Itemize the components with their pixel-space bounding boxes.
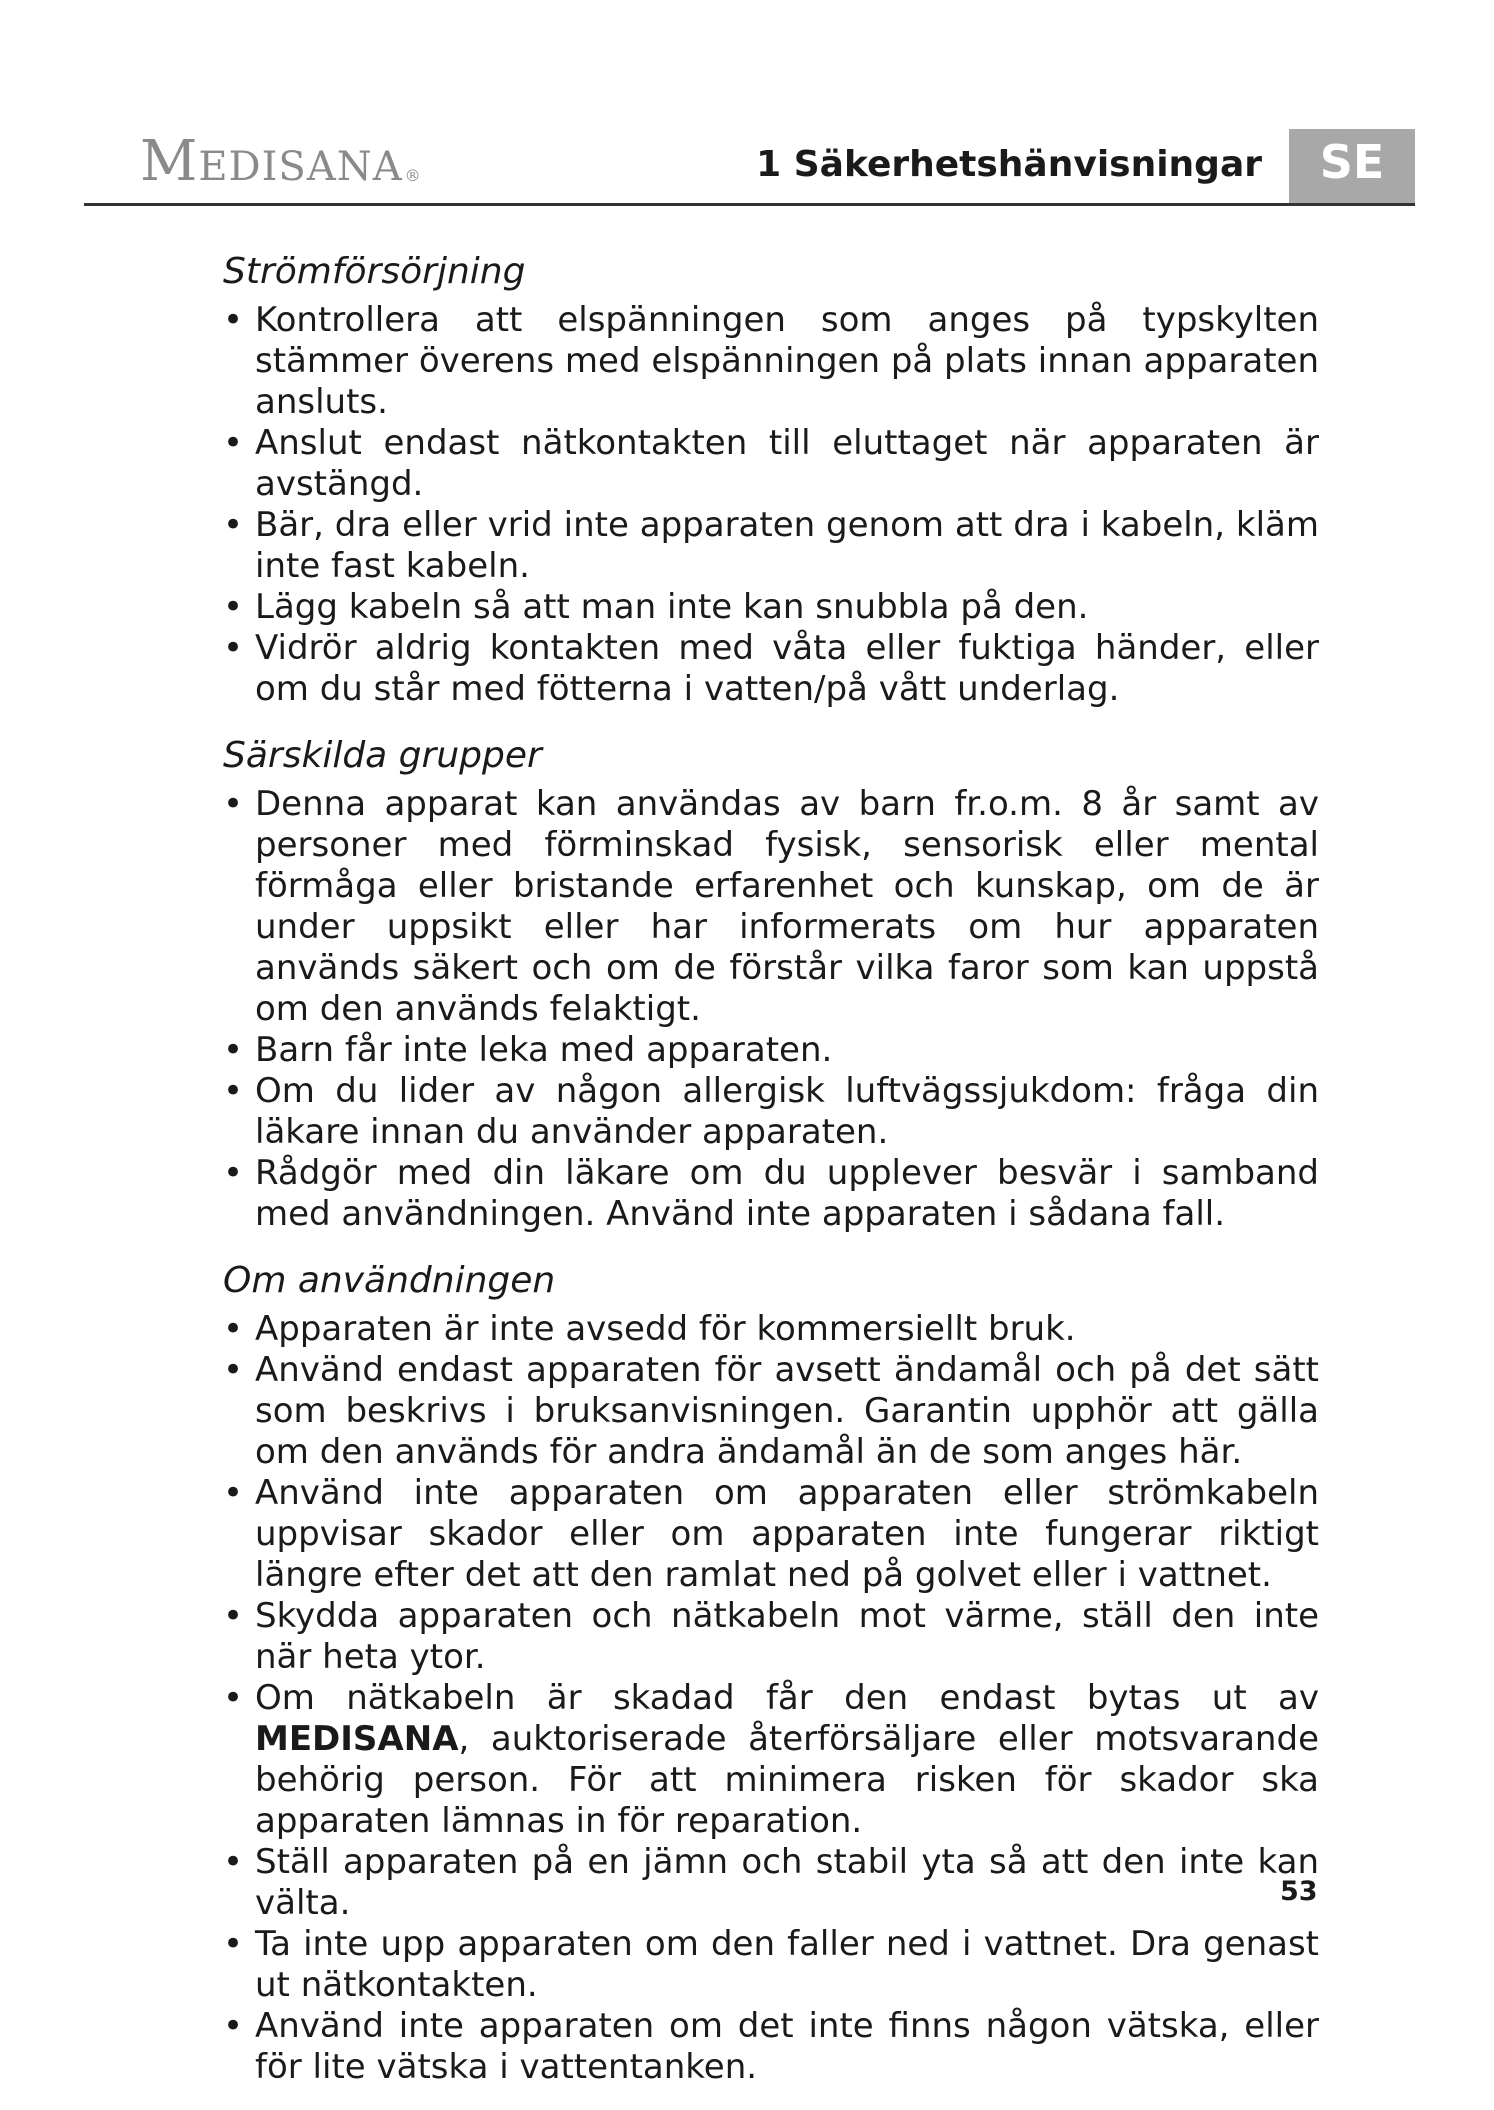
header-divider [84, 203, 1415, 206]
section-power-supply [223, 248, 1319, 710]
list-item: • Använd inte apparaten om apparaten eller strömkabeln uppvisar skador eller om apparaten inte fungerar riktigt längre efter det att den ramlat ned på golvet eller i vattnet. [223, 1473, 1319, 1596]
list-item-text: , auktoriserade återförsäljare eller motsvarande behörig person. För att minimera risken för skador ska apparaten lämnas in för reparation. [255, 1719, 1319, 1841]
brand-name: MEDISANA [255, 1719, 459, 1759]
list-item: • Använd inte apparaten om det inte finns någon vätska, eller för lite vätska i vattentanken. [223, 2006, 1319, 2088]
list-item: • Skydda apparaten och nätkabeln mot värme, ställ den inte när heta ytor. [223, 1596, 1319, 1678]
list-item: • Lägg kabeln så att man inte kan snubbla på den. [223, 587, 1319, 628]
section-usage [223, 1257, 1319, 2088]
section-heading: Strömförsörjning [223, 251, 526, 292]
medisana-logo: MEDISANA ® [140, 129, 422, 194]
list-item: • Ställ apparaten på en jämn och stabil yta så att den inte kan välta. [223, 1842, 1319, 1924]
safety-content [223, 248, 1319, 2110]
bullet-list [223, 784, 1319, 1235]
list-item-text: Om nätkabeln är skadad får den endast bytas ut av [255, 1678, 1319, 1718]
list-item: • Barn får inte leka med apparaten. [223, 1030, 1319, 1071]
section-heading: Om användningen [223, 1260, 556, 1301]
list-item: • Rådgör med din läkare om du upplever besvär i samband med användningen. Använd inte apparaten i sådana fall. [223, 1153, 1319, 1235]
list-item: • Apparaten är inte avsedd för kommersiellt bruk. [223, 1309, 1319, 1350]
section-heading: Särskilda grupper [223, 735, 542, 776]
page-number: 53 [1280, 1876, 1318, 1907]
list-item: • Vidrör aldrig kontakten med våta eller fuktiga händer, eller om du står med fötterna i vatten/på vått underlag. [223, 628, 1319, 710]
list-item: • Denna apparat kan användas av barn fr.o.m. 8 år samt av personer med förminskad fysisk, sensorisk eller mental förmåga eller bristande erfarenhet och kunskap, om de är under uppsikt eller har informerats om hur apparaten används säkert och om de förstår vilka faror som kan uppstå om den används felaktigt. [223, 784, 1319, 1030]
list-item [223, 1678, 1319, 1842]
list-item: • Bär, dra eller vrid inte apparaten genom att dra i kabeln, kläm inte fast kabeln. [223, 505, 1319, 587]
list-item: • Ta inte upp apparaten om den faller ned i vattnet. Dra genast ut nätkontakten. [223, 1924, 1319, 2006]
section-special-groups [223, 732, 1319, 1235]
list-item: • Kontrollera att elspänningen som anges på typskylten stämmer överens med elspänningen på plats innan apparaten ansluts. [223, 300, 1319, 423]
language-tab: SE [1289, 129, 1415, 203]
list-item: • Använd endast apparaten för avsett ändamål och på det sätt som beskrivs i bruksanvisningen. Garantin upphör att gälla om den används för andra ändamål än de som anges här. [223, 1350, 1319, 1473]
list-item: • Om du lider av någon allergisk luftvägssjukdom: fråga din läkare innan du använder apparaten. [223, 1071, 1319, 1153]
bullet-list [223, 1309, 1319, 2088]
chapter-title: 1 Säkerhetshänvisningar [756, 144, 1262, 185]
list-item: • Anslut endast nätkontakten till eluttaget när apparaten är avstängd. [223, 423, 1319, 505]
bullet-list [223, 300, 1319, 710]
